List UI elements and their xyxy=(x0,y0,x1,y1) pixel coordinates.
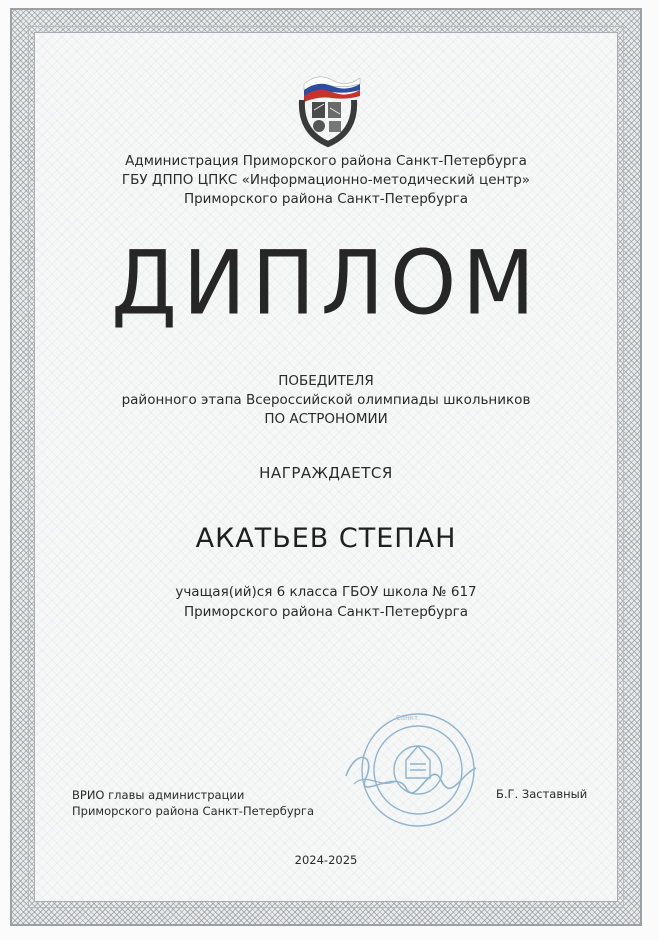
signatory-position-line-1: ВРИО главы администрации xyxy=(72,788,245,802)
winner-line-2: районного этапа Всероссийской олимпиады школьников xyxy=(121,392,531,408)
issuer-line-1: Администрация Приморского района Санкт-Петербурга xyxy=(125,153,527,169)
diploma-title: ДИПЛОМ xyxy=(111,231,541,335)
official-seal-icon xyxy=(336,698,486,848)
student-line-2: Приморского района Санкт-Петербурга xyxy=(183,604,469,620)
issuer-line-2: ГБУ ДППО ЦПКС «Информационно-методический центр» xyxy=(121,172,531,188)
winner-line-3: ПО АСТРОНОМИИ xyxy=(264,411,388,427)
awarded-label: НАГРАЖДАЕТСЯ xyxy=(259,464,393,482)
signatory-position xyxy=(72,787,314,819)
student-info xyxy=(34,582,618,622)
issuer-block xyxy=(34,152,618,209)
signatory-position-line-2: Приморского района Санкт-Петербурга xyxy=(72,804,315,818)
signatory-name: Б.Г. Заставный xyxy=(496,787,588,801)
winner-block xyxy=(34,372,618,429)
winner-line-1: ПОБЕДИТЕЛЯ xyxy=(278,373,374,389)
issuer-line-3: Приморского района Санкт-Петербурга xyxy=(183,191,469,207)
olympiad-logo-icon xyxy=(294,70,364,150)
svg-text:Санкт: Санкт xyxy=(396,714,419,722)
recipient-name: АКАТЬЕВ СТЕПАН xyxy=(195,523,457,554)
student-line-1: учащая(ий)ся 6 класса ГБОУ школа № 617 xyxy=(175,584,477,600)
academic-year: 2024-2025 xyxy=(294,853,358,867)
